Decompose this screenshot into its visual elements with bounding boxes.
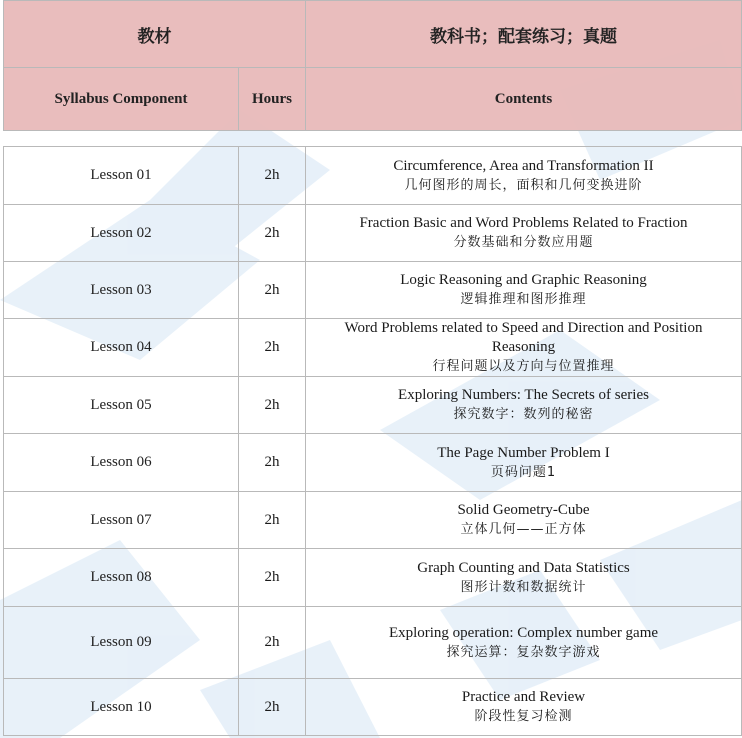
lesson-name: Lesson 07 xyxy=(4,492,239,549)
table-row xyxy=(4,679,742,736)
table-row xyxy=(4,262,742,319)
header-table xyxy=(3,0,742,131)
col-header-component: Syllabus Component xyxy=(4,68,239,131)
col-header-contents: Contents xyxy=(306,68,742,131)
header-row-main xyxy=(4,1,742,68)
lesson-name: Lesson 06 xyxy=(4,434,239,492)
table-row xyxy=(4,319,742,377)
lesson-hours: 2h xyxy=(239,205,306,262)
lesson-name: Lesson 08 xyxy=(4,549,239,607)
lesson-contents xyxy=(306,679,742,736)
lesson-hours: 2h xyxy=(239,377,306,434)
lesson-hours: 2h xyxy=(239,679,306,736)
contents-english: Fraction Basic and Word Problems Related to Fraction xyxy=(359,215,688,231)
lesson-contents xyxy=(306,434,742,492)
lesson-contents xyxy=(306,319,742,377)
lesson-hours: 2h xyxy=(239,607,306,679)
lesson-contents xyxy=(306,377,742,434)
contents-chinese: 几何图形的周长，面积和几何变换进阶 xyxy=(404,177,643,193)
lesson-contents xyxy=(306,492,742,549)
contents-english: Graph Counting and Data Statistics xyxy=(417,559,630,576)
contents-chinese: 行程问题以及方向与位置推理 xyxy=(432,359,615,374)
lesson-name: Lesson 10 xyxy=(4,679,239,736)
lesson-contents xyxy=(306,147,742,205)
lesson-name: Lesson 05 xyxy=(4,377,239,434)
lesson-name: Lesson 03 xyxy=(4,262,239,319)
contents-chinese: 页码问题1 xyxy=(490,464,557,480)
contents-english: Word Problems related to Speed and Direction and Position Reasoning xyxy=(344,320,703,355)
contents-english: Exploring operation: Complex number game xyxy=(388,624,659,641)
lesson-name: Lesson 02 xyxy=(4,205,239,262)
lessons-table xyxy=(3,146,742,736)
lesson-contents xyxy=(306,549,742,607)
lesson-hours: 2h xyxy=(239,434,306,492)
table-row xyxy=(4,549,742,607)
lesson-contents xyxy=(306,607,742,679)
contents-english: Solid Geometry-Cube xyxy=(457,502,590,518)
contents-english: Circumference, Area and Transformation II xyxy=(393,157,654,174)
table-row xyxy=(4,434,742,492)
contents-chinese: 探究数字：数列的秘密 xyxy=(453,407,594,422)
table-row xyxy=(4,492,742,549)
lesson-hours: 2h xyxy=(239,262,306,319)
table-row xyxy=(4,377,742,434)
contents-chinese: 分数基础和分数应用题 xyxy=(453,235,594,250)
lesson-hours: 2h xyxy=(239,147,306,205)
header-right-title: 教科书；配套练习；真题 xyxy=(306,1,742,68)
lesson-contents xyxy=(306,205,742,262)
header-left-title: 教材 xyxy=(4,1,306,68)
contents-chinese: 立体几何——正方体 xyxy=(460,522,587,537)
lesson-name: Lesson 09 xyxy=(4,607,239,679)
contents-chinese: 逻辑推理和图形推理 xyxy=(460,292,587,307)
lesson-hours: 2h xyxy=(239,319,306,377)
table-row xyxy=(4,607,742,679)
table-row xyxy=(4,147,742,205)
contents-english: Logic Reasoning and Graphic Reasoning xyxy=(400,272,647,288)
contents-chinese: 图形计数和数据统计 xyxy=(460,579,587,595)
lesson-contents xyxy=(306,262,742,319)
contents-english: Practice and Review xyxy=(461,689,586,705)
lesson-name: Lesson 01 xyxy=(4,147,239,205)
lesson-hours: 2h xyxy=(239,549,306,607)
table-row xyxy=(4,205,742,262)
contents-english: The Page Number Problem I xyxy=(437,444,610,461)
contents-chinese: 探究运算：复杂数字游戏 xyxy=(446,644,601,660)
contents-english: Exploring Numbers: The Secrets of series xyxy=(398,387,649,403)
contents-chinese: 阶段性复习检测 xyxy=(474,709,573,724)
lesson-hours: 2h xyxy=(239,492,306,549)
col-header-hours: Hours xyxy=(239,68,306,131)
lesson-name: Lesson 04 xyxy=(4,319,239,377)
header-row-columns xyxy=(4,68,742,131)
